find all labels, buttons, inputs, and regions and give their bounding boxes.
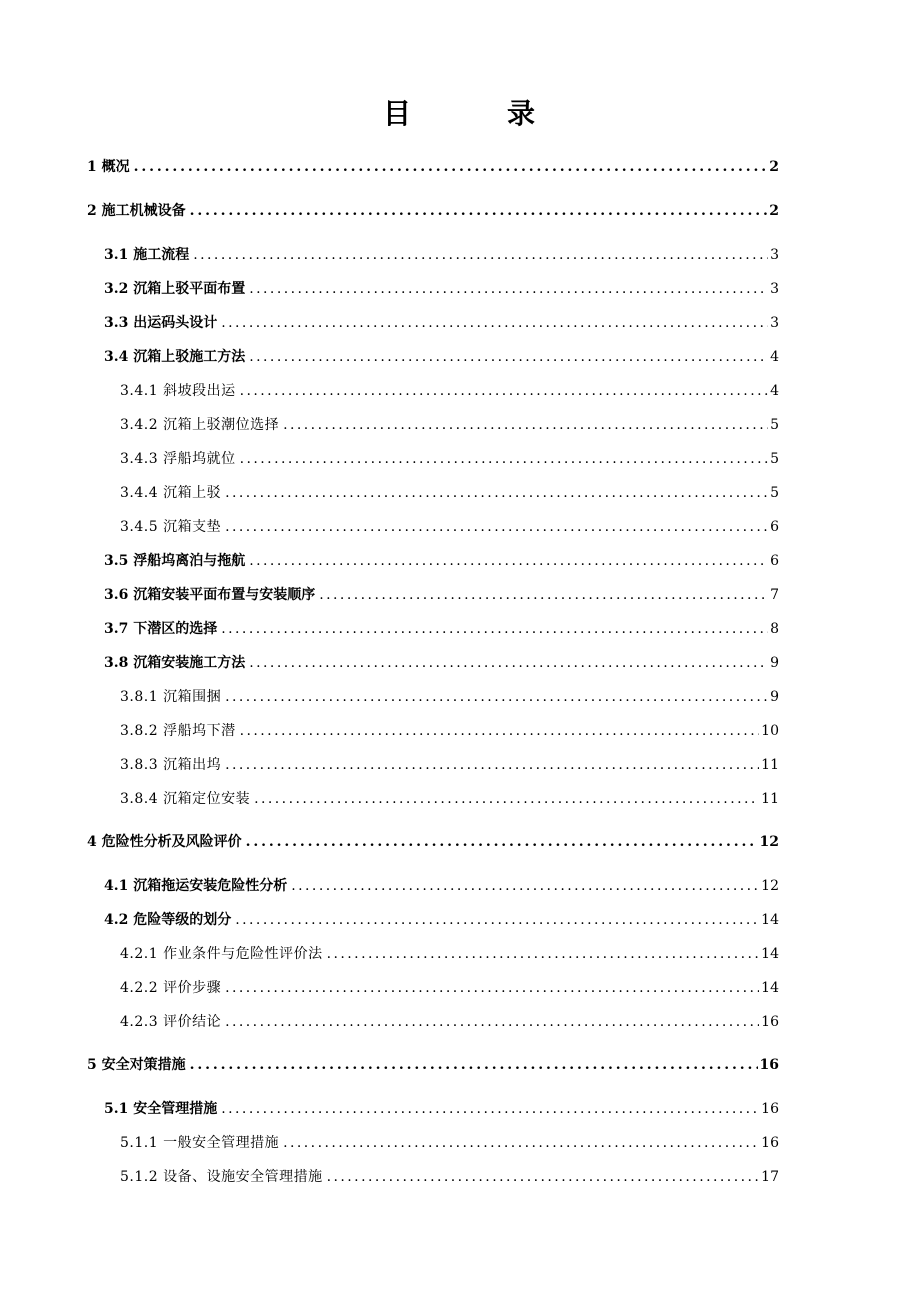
toc-entry-page: 16 (761, 1014, 779, 1030)
toc-leader-dots (193, 246, 768, 264)
toc-entry-label: 3.4 沉箱上驳施工方法 (104, 349, 246, 365)
toc-entry[interactable] (120, 514, 779, 536)
toc-entry[interactable] (120, 378, 779, 400)
toc-entry-label: 3.2 沉箱上驳平面布置 (104, 281, 246, 297)
toc-entry[interactable] (120, 684, 779, 706)
toc-entry-label: 3.4.4 沉箱上驳 (120, 485, 222, 501)
toc-leader-dots (190, 202, 768, 220)
toc-entry-page: 14 (761, 946, 779, 962)
toc-entry-label: 3.8.4 沉箱定位安装 (120, 791, 251, 807)
toc-entry-label: 3.6 沉箱安装平面布置与安装顺序 (104, 587, 316, 603)
toc-leader-dots (249, 552, 768, 570)
toc-entry-label: 5.1.1 一般安全管理措施 (120, 1135, 280, 1151)
toc-leader-dots (249, 280, 768, 298)
toc-entry-label: 3.1 施工流程 (104, 247, 190, 263)
toc-leader-dots (319, 586, 768, 604)
toc-entry-page: 2 (769, 203, 779, 219)
toc-entry-page: 3 (770, 247, 779, 263)
toc-entry-page: 10 (761, 723, 779, 739)
toc-entry-page: 7 (770, 587, 779, 603)
toc-entry-label: 3.4.1 斜坡段出运 (120, 383, 236, 399)
toc-entry-page: 8 (770, 621, 779, 637)
toc-entry[interactable] (120, 1164, 779, 1186)
toc-entry[interactable] (104, 276, 779, 298)
toc-entry-page: 3 (770, 281, 779, 297)
toc-leader-dots (240, 722, 760, 740)
toc-entry[interactable] (87, 154, 779, 176)
toc-entry-page: 5 (770, 417, 779, 433)
toc-leader-dots (283, 1134, 759, 1152)
toc-entry-label: 3.8 沉箱安装施工方法 (104, 655, 246, 671)
toc-leader-dots (225, 518, 768, 536)
toc-entry-page: 12 (761, 878, 779, 894)
toc-entry[interactable] (120, 975, 779, 997)
toc-entry-page: 4 (770, 383, 779, 399)
toc-entry-page: 9 (770, 655, 779, 671)
toc-entry-page: 16 (761, 1101, 779, 1117)
toc-leader-dots (246, 833, 758, 851)
toc-leader-dots (225, 979, 759, 997)
toc-entry[interactable] (104, 616, 779, 638)
toc-entry-label: 3.4.2 沉箱上驳潮位选择 (120, 417, 280, 433)
toc-entry[interactable] (120, 718, 779, 740)
toc-entry-label: 4.2.1 作业条件与危险性评价法 (120, 946, 323, 962)
toc-entry[interactable] (104, 344, 779, 366)
toc-leader-dots (327, 1168, 760, 1186)
toc-entry[interactable] (120, 1130, 779, 1152)
toc-entry[interactable] (104, 873, 779, 895)
toc-leader-dots (225, 756, 759, 774)
toc-leader-dots (225, 688, 768, 706)
toc-entry-page: 5 (770, 451, 779, 467)
toc-entry-page: 17 (761, 1169, 779, 1185)
toc-entry-label: 4.2 危险等级的划分 (104, 912, 232, 928)
toc-entry-page: 14 (761, 980, 779, 996)
toc-entry-page: 12 (759, 834, 779, 850)
toc-entry-label: 3.5 浮船坞离泊与拖航 (104, 553, 246, 569)
toc-entry-label: 3.8.1 沉箱围捆 (120, 689, 222, 705)
toc-entry-label: 3.8.2 浮船坞下潜 (120, 723, 236, 739)
toc-leader-dots (225, 1013, 759, 1031)
toc-leader-dots (235, 911, 759, 929)
toc-entry-label: 3.8.3 沉箱出坞 (120, 757, 222, 773)
toc-leader-dots (291, 877, 759, 895)
toc-leader-dots (283, 416, 768, 434)
toc-entry[interactable] (104, 650, 779, 672)
toc-entry-label: 5.1 安全管理措施 (104, 1101, 218, 1117)
toc-entry-label: 2 施工机械设备 (87, 203, 186, 219)
toc-entry[interactable] (104, 242, 779, 264)
toc-entry-page: 16 (759, 1057, 779, 1073)
toc-entry-label: 5 安全对策措施 (87, 1057, 186, 1073)
toc-leader-dots (221, 314, 768, 332)
toc-entry-page: 16 (761, 1135, 779, 1151)
toc-entry[interactable] (104, 907, 779, 929)
page-title: 目 录 (383, 97, 537, 130)
toc-entry-page: 11 (761, 791, 779, 807)
toc-entry-page: 11 (761, 757, 779, 773)
toc-leader-dots (249, 654, 768, 672)
toc-leader-dots (221, 1100, 759, 1118)
toc-entry[interactable] (87, 1052, 779, 1074)
toc-leader-dots (249, 348, 768, 366)
toc-entry-page: 9 (770, 689, 779, 705)
toc-entry-page: 3 (770, 315, 779, 331)
toc-entry[interactable] (120, 941, 779, 963)
toc-entry-page: 2 (769, 159, 779, 175)
toc-entry[interactable] (120, 446, 779, 468)
toc-leader-dots (240, 382, 769, 400)
toc-entry-label: 1 概况 (87, 159, 130, 175)
toc-entry-label: 3.7 下潜区的选择 (104, 621, 218, 637)
toc-entry-label: 4.1 沉箱拖运安装危险性分析 (104, 878, 288, 894)
toc-entry[interactable] (104, 310, 779, 332)
toc-leader-dots (254, 790, 759, 808)
toc-leader-dots (327, 945, 760, 963)
toc-entry[interactable] (120, 412, 779, 434)
toc-entry-page: 14 (761, 912, 779, 928)
toc-entry-page: 6 (770, 553, 779, 569)
toc-entry-page: 5 (770, 485, 779, 501)
toc-entry[interactable] (104, 548, 779, 570)
toc-entry-label: 5.1.2 设备、设施安全管理措施 (120, 1169, 323, 1185)
toc-entry[interactable] (120, 1009, 779, 1031)
toc-entry[interactable] (87, 198, 779, 220)
toc-entry-page: 6 (770, 519, 779, 535)
toc-leader-dots (221, 620, 768, 638)
toc-entry[interactable] (120, 752, 779, 774)
toc-entry-label: 3.4.5 沉箱支垫 (120, 519, 222, 535)
toc-entry-label: 3.4.3 浮船坞就位 (120, 451, 236, 467)
toc-entry[interactable] (104, 1096, 779, 1118)
toc-leader-dots (134, 158, 768, 176)
toc-entry[interactable] (120, 480, 779, 502)
toc-entry-page: 4 (770, 349, 779, 365)
toc-entry[interactable] (87, 829, 779, 851)
toc-leader-dots (190, 1056, 758, 1074)
toc-entry-label: 4.2.3 评价结论 (120, 1014, 222, 1030)
toc-entry-label: 4.2.2 评价步骤 (120, 980, 222, 996)
toc-entry-label: 3.3 出运码头设计 (104, 315, 218, 331)
toc-leader-dots (225, 484, 768, 502)
toc-entry[interactable] (104, 582, 779, 604)
toc-leader-dots (240, 450, 769, 468)
toc-entry[interactable] (120, 786, 779, 808)
toc-entry-label: 4 危险性分析及风险评价 (87, 834, 242, 850)
